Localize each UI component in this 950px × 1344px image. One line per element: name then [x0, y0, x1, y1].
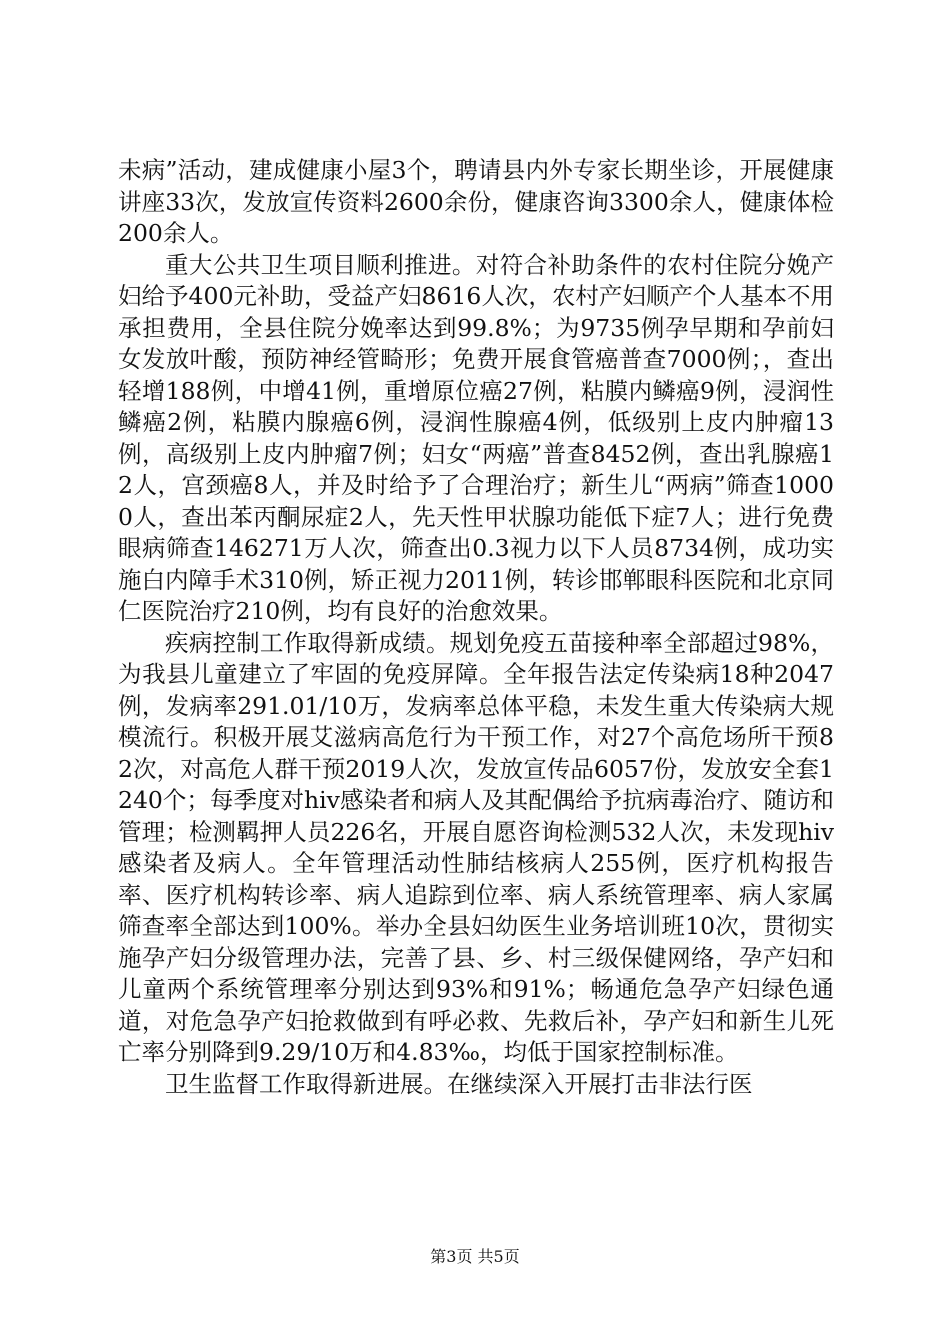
paragraph-health-cabin: 未病”活动，建成健康小屋3个，聘请县内外专家长期坐诊，开展健康讲座33次，发放宣传资料2600余份，健康咨询3300余人，健康体检200余人。 [118, 156, 834, 247]
paragraph-health-supervision: 卫生监督工作取得新进展。在继续深入开展打击非法行医 [165, 1069, 753, 1098]
page-number-footer: 第3页 共5页 [430, 1247, 520, 1266]
paragraph-public-health-projects: 重大公共卫生项目顺利推进。对符合补助条件的农村住院分娩产妇给予400元补助，受益产妇8616人次，农村产妇顺产个人基本不用承担费用，全县住院分娩率达到99.8%；为9735例孕早期和孕前妇女发放叶酸，预防神经管畸形；免费开展食管癌普查7000例；，查出轻增188例，中增41例，重增原位癌27例，粘膜内鳞癌9例，浸润性鳞癌2例，粘膜内腺癌6例，浸润性腺癌4例，低级别上皮内肿瘤13例，高级别上皮内肿瘤7例；妇女“两癌”普查8452例，查出乳腺癌12人，宫颈癌8人，并及时给予了合理治疗；新生儿“两病”筛查10000人，查出苯丙酮尿症2人，先天性甲状腺功能低下症7人；进行免费眼病筛查146271万人次，筛查出0.3视力以下人员8734例，成功实施白内障手术310例，矫正视力2011例，转诊邯郸眼科医院和北京同仁医院治疗210例，均有良好的治愈效果。 [118, 250, 834, 625]
document-body [118, 155, 834, 1100]
paragraph-disease-control: 疾病控制工作取得新成绩。规划免疫五苗接种率全部超过98%，为我县儿童建立了牢固的免疫屏障。全年报告法定传染病18种2047例，发病率291.01/10万，发病率总体平稳，未发生重大传染病大规模流行。积极开展艾滋病高危行为干预工作，对27个高危场所干预82次，对高危人群干预2019人次，发放宣传品6057份，发放安全套1240个；每季度对hiv感染者和病人及其配偶给予抗病毒治疗、随访和管理；检测羁押人员226名，开展自愿咨询检测532人次，未发现hiv感染者及病人。全年管理活动性肺结核病人255例，医疗机构报告率、医疗机构转诊率、病人追踪到位率、病人系统管理率、病人家属筛查率全部达到100%。举办全县妇幼医生业务培训班10次，贯彻实施孕产妇分级管理办法，完善了县、乡、村三级保健网络，孕产妇和儿童两个系统管理率分别达到93%和91%；畅通危急孕产妇绿色通道，对危急孕产妇抢救做到有呼必救、先救后补，孕产妇和新生儿死亡率分别降到9.29/10万和4.83‰，均低于国家控制标准。 [118, 628, 834, 1066]
